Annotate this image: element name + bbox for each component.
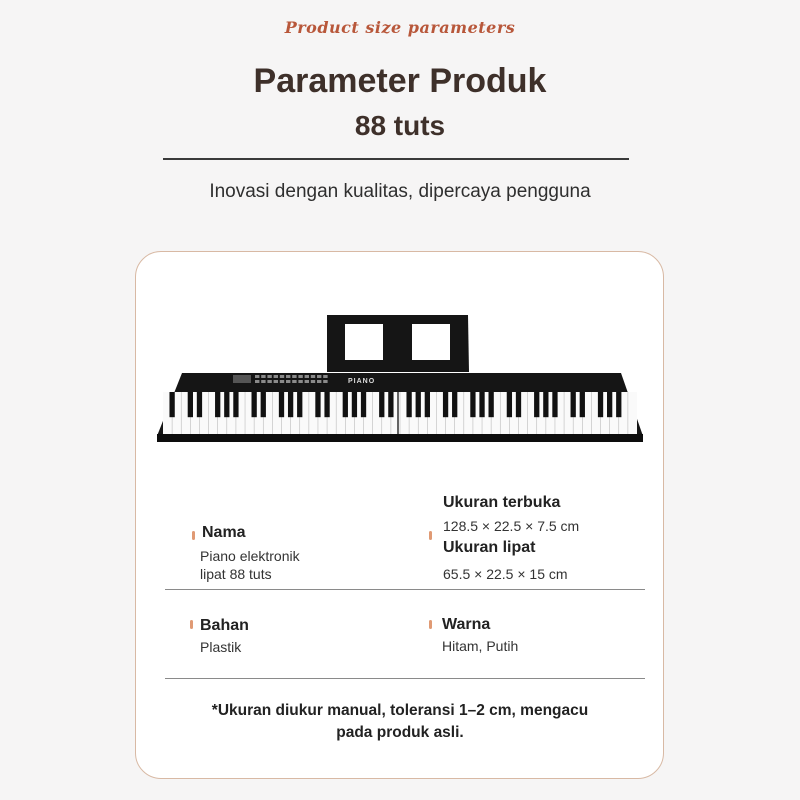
black-key [297, 392, 302, 417]
control-button [255, 380, 259, 383]
black-key [416, 392, 421, 417]
control-button [311, 380, 315, 383]
control-button [267, 375, 271, 378]
control-button [274, 380, 278, 383]
control-button [317, 380, 321, 383]
black-key [379, 392, 384, 417]
spec-value-nama-1: Piano elektronik [200, 548, 300, 564]
black-key [552, 392, 557, 417]
piano-image [155, 312, 647, 448]
black-key [188, 392, 193, 417]
spec-label-ukuran-terbuka: Ukuran terbuka [443, 494, 561, 511]
black-key [452, 392, 457, 417]
measurement-note [165, 700, 635, 744]
black-key [343, 392, 348, 417]
black-key [388, 392, 393, 417]
black-key [543, 392, 548, 417]
control-button [311, 375, 315, 378]
black-key [534, 392, 539, 417]
control-button [286, 380, 290, 383]
spec-value-ukuran-lipat: 65.5 × 22.5 × 15 cm [443, 566, 568, 582]
script-title: Product size parameters [284, 18, 516, 37]
brand-label: PIANO [348, 378, 376, 385]
control-button [323, 380, 327, 383]
spec-value-nama-2: lipat 88 tuts [200, 566, 272, 582]
control-button [255, 375, 259, 378]
black-key [489, 392, 494, 417]
control-button [292, 375, 296, 378]
note-line-1: *Ukuran diukur manual, toleransi 1–2 cm, mengacu [211, 702, 589, 719]
black-key [197, 392, 202, 417]
tagline: Inovasi dengan kualitas, dipercaya pengguna [209, 181, 591, 202]
control-button [274, 375, 278, 378]
spec-label-ukuran-lipat: Ukuran lipat [443, 539, 536, 556]
black-key [607, 392, 612, 417]
spec-divider [165, 678, 645, 679]
bullet-icon [190, 620, 193, 629]
spec-label-bahan: Bahan [200, 617, 249, 634]
black-key [580, 392, 585, 417]
black-key [169, 392, 174, 417]
spec-value-warna: Hitam, Putih [442, 638, 519, 654]
control-button [292, 380, 296, 383]
black-key [233, 392, 238, 417]
control-button [261, 375, 265, 378]
black-key [261, 392, 266, 417]
black-key [598, 392, 603, 417]
control-button [280, 380, 284, 383]
control-button [305, 375, 309, 378]
black-key [443, 392, 448, 417]
control-button [298, 380, 302, 383]
black-key [279, 392, 284, 417]
black-key [516, 392, 521, 417]
black-key [571, 392, 576, 417]
black-key [288, 392, 293, 417]
black-key [315, 392, 320, 417]
black-key [224, 392, 229, 417]
black-key [479, 392, 484, 417]
page-subtitle: 88 tuts [354, 110, 446, 141]
black-key [470, 392, 475, 417]
bullet-icon [429, 531, 432, 540]
bullet-icon [192, 531, 195, 540]
control-button [261, 380, 265, 383]
control-button [323, 375, 327, 378]
control-button [286, 375, 290, 378]
spec-divider [165, 589, 645, 590]
black-key [425, 392, 430, 417]
control-button [280, 375, 284, 378]
spec-value-ukuran-terbuka: 128.5 × 22.5 × 7.5 cm [443, 518, 580, 534]
control-button [267, 380, 271, 383]
black-key [361, 392, 366, 417]
music-stand [327, 315, 469, 372]
control-button [298, 375, 302, 378]
bullet-icon [429, 620, 432, 629]
spec-label-nama: Nama [202, 524, 246, 541]
title-divider [163, 158, 629, 160]
control-button [317, 375, 321, 378]
black-key [507, 392, 512, 417]
black-key [616, 392, 621, 417]
black-key [215, 392, 220, 417]
note-line-2: pada produk asli. [336, 724, 464, 741]
page-title: Parameter Produk [253, 62, 547, 100]
spec-label-warna: Warna [442, 616, 491, 633]
spec-value-bahan: Plastik [200, 639, 242, 655]
black-key [406, 392, 411, 417]
black-key [324, 392, 329, 417]
display-screen [233, 375, 251, 383]
black-key [352, 392, 357, 417]
control-button [305, 380, 309, 383]
black-key [252, 392, 257, 417]
